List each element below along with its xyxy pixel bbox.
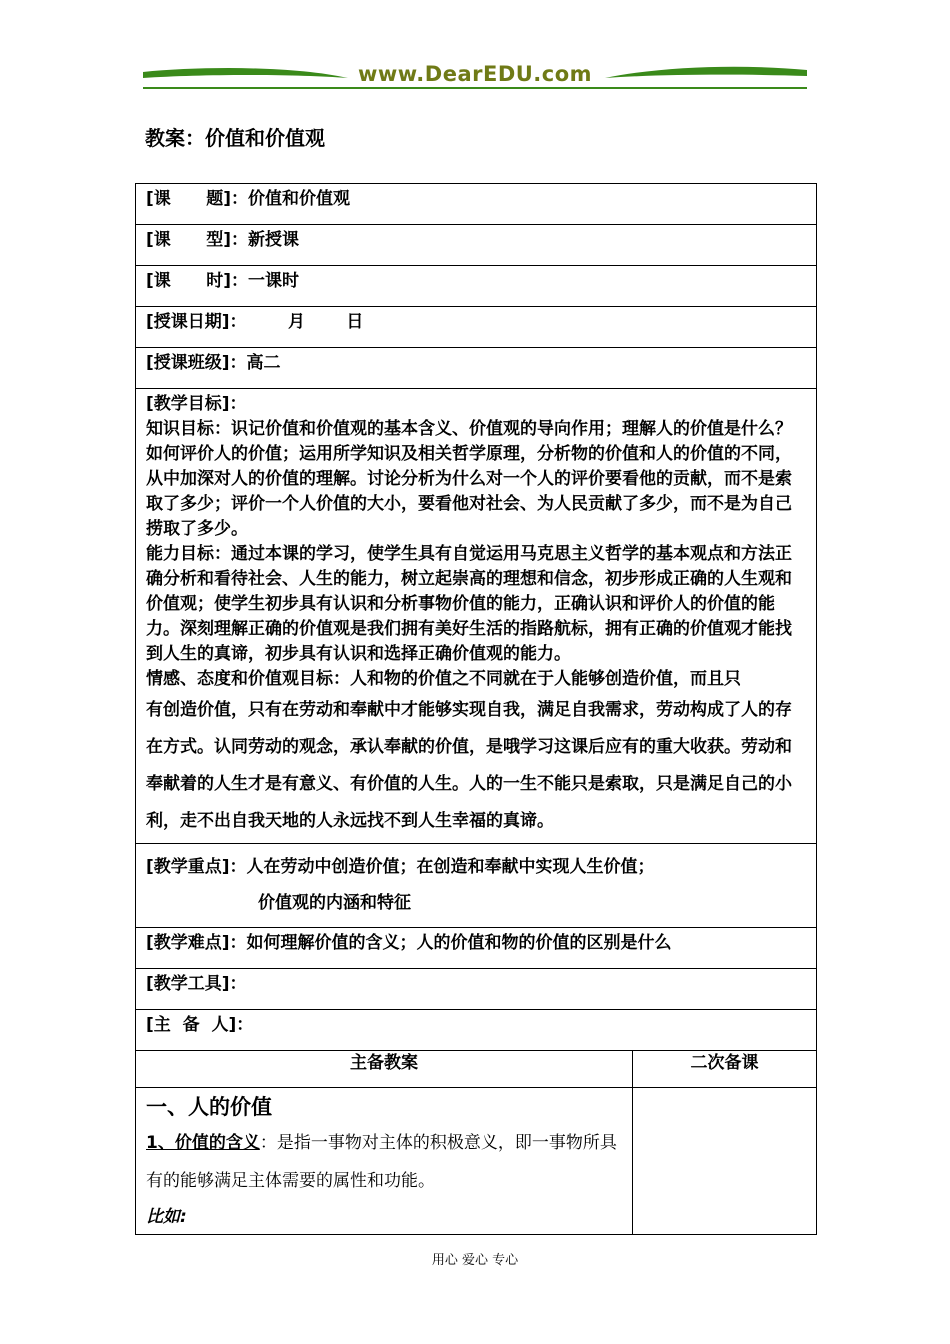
emotion-goal-rest: 有创造价值，只有在劳动和奉献中才能够实现自我，满足自我需求，劳动构成了人的存在方式。认同劳动的观念，承认奉献的价值，是哦学习这课后应有的重大收获。劳动和奉献着的人生才是有意义、有价值的人生。人的一生不能只是索取，只是满足自己的小利，走不出自我天地的人永远找不到人生幸福的真谛。	[146, 700, 792, 831]
site-logo-text: www.DearEDU.com	[357, 62, 593, 86]
secondary-plan-column-header: 二次备课	[633, 1051, 817, 1088]
tools-row: [教学工具]：	[136, 969, 817, 1010]
key-points-line1: [教学重点]：人在劳动中创造价值；在创造和奉献中实现人生价值；	[146, 857, 655, 877]
emotion-goal-first-line: 情感、态度和价值观目标：人和物的价值之不同就在于人能够创造价值，而且只	[146, 669, 741, 689]
hours-row: [课 时]：一课时	[136, 266, 817, 307]
ability-goal: 能力目标：通过本课的学习，使学生具有自觉运用马克思主义哲学的基本观点和方法正确分析和看待社会、人生的能力，树立起崇高的理想和信念，初步形成正确的人生观和价值观；使学生初步具有认识和分析事物价值的能力，正确认识和评价人的价值的能力。深刻理解正确的价值观是我们拥有美好生活的指路航标，拥有正确的价值观才能找到人生的真谛，初步具有认识和选择正确价值观的能力。	[146, 544, 792, 664]
key-points-cell	[136, 844, 817, 928]
site-header	[143, 60, 807, 96]
goals-cell	[136, 389, 817, 844]
value-definition-text: ：是指一事物对主体的积极意义，即一事物所具有的能够满足主体需要的属性和功能。	[146, 1133, 617, 1191]
page-footer: 用心 爱心 专心	[431, 1253, 519, 1268]
preparer-row: [主 备 人]：	[136, 1010, 817, 1051]
class-row: [授课班级]：高二	[136, 348, 817, 389]
difficulties-row: [教学难点]：如何理解价值的含义；人的价值和物的价值的区别是什么	[136, 928, 817, 969]
main-plan-content	[136, 1088, 633, 1235]
main-plan-column-header: 主备教案	[136, 1051, 633, 1088]
goals-label: [教学目标]：	[146, 394, 247, 414]
value-definition	[146, 1124, 622, 1200]
type-row: [课 型]：新授课	[136, 225, 817, 266]
secondary-plan-content	[633, 1088, 817, 1235]
knowledge-goal: 知识目标：识记价值和价值观的基本含义、价值观的导向作用；理解人的价值是什么？如何评价人的价值；运用所学知识及相关哲学原理，分析物的价值和人的价值的不同，从中加深对人的价值的理解。讨论分析为什么对一个人的评价要看他的贡献，而不是索取了多少；评价一个人价值的大小，要看他对社会、为人民贡献了多少，而不是为自己捞取了多少。	[146, 419, 792, 539]
key-points-line2: 价值观的内涵和特征	[258, 893, 411, 913]
example-label: 比如:	[146, 1207, 187, 1227]
section-heading: 一、人的价值	[146, 1095, 272, 1119]
lesson-plan-table	[135, 183, 817, 1235]
date-row: [授课日期]： 月 日	[136, 307, 817, 348]
topic-row: [课 题]：价值和价值观	[136, 184, 817, 225]
value-definition-key: 1、价值的含义	[146, 1133, 260, 1153]
document-title: 教案：价值和价值观	[145, 126, 325, 150]
